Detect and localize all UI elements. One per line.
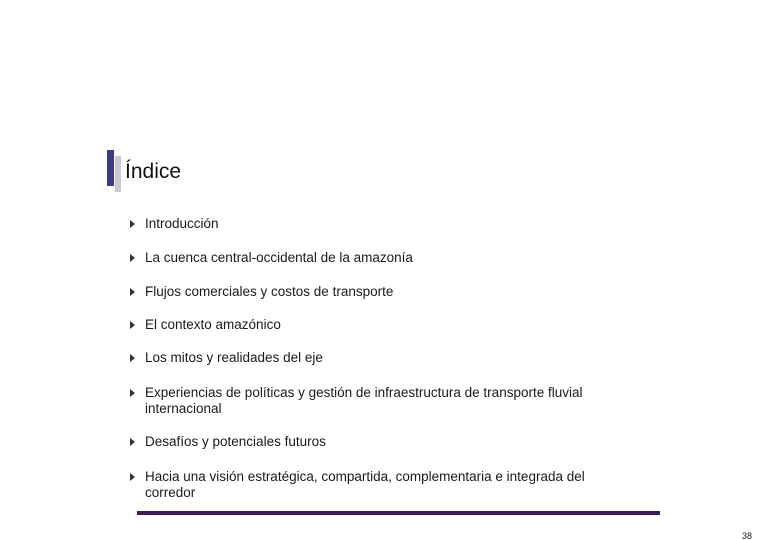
index-item-experiencias xyxy=(130,385,630,417)
index-item-label: El contexto amazónico xyxy=(145,317,281,332)
index-item-label: Flujos comerciales y costos de transporte xyxy=(145,284,394,299)
triangle-bullet-icon xyxy=(130,389,135,397)
index-item-contexto xyxy=(130,317,630,333)
triangle-bullet-icon xyxy=(130,254,135,262)
index-item-introduccion xyxy=(130,216,630,232)
triangle-bullet-icon xyxy=(130,354,135,362)
triangle-bullet-icon xyxy=(130,473,135,481)
index-item-label: Desafíos y potenciales futuros xyxy=(145,434,326,449)
page-number: 38 xyxy=(741,531,752,540)
footer-divider xyxy=(137,511,660,515)
index-item-label: La cuenca central-occidental de la amazonía xyxy=(145,250,413,265)
triangle-bullet-icon xyxy=(130,220,135,228)
triangle-bullet-icon xyxy=(130,321,135,329)
index-item-vision xyxy=(130,469,630,501)
page-title: Índice xyxy=(125,160,182,183)
index-item-label: Los mitos y realidades del eje xyxy=(145,350,323,365)
index-item-label: Experiencias de políticas y gestión de infraestructura de transporte fluvial internacional xyxy=(145,385,583,416)
index-item-label: Introducción xyxy=(145,216,219,231)
index-item-label: Hacia una visión estratégica, compartida, complementaria e integrada del corredor xyxy=(145,469,585,500)
index-item-mitos xyxy=(130,350,630,366)
index-item-desafios xyxy=(130,434,630,450)
triangle-bullet-icon xyxy=(130,288,135,296)
index-item-cuenca xyxy=(130,250,630,266)
title-accent-shadow xyxy=(115,156,121,192)
triangle-bullet-icon xyxy=(130,438,135,446)
index-item-flujos xyxy=(130,284,630,300)
title-accent-bar xyxy=(107,150,114,186)
